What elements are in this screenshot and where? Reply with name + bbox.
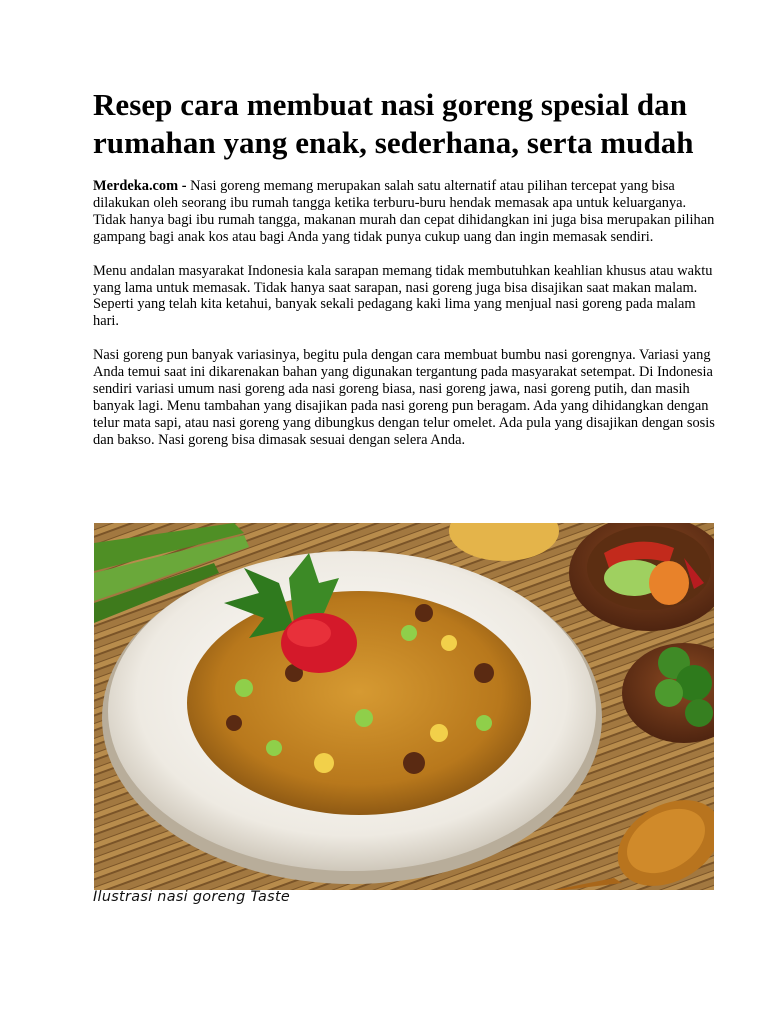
article: [93, 86, 715, 449]
photo-caption: Ilustrasi nasi goreng Taste: [93, 889, 291, 905]
article-title: Resep cara membuat nasi goreng spesial dan rumahan yang enak, sederhana, serta mudah: [93, 87, 694, 160]
paragraph-3: Nasi goreng pun banyak variasinya, begitu pula dengan cara membuat bumbu nasi gorengnya. Variasi yang Anda temui saat ini dikarenakan bahan yang digunakan tergantung pada masyarakat setempat. Di Indonesia sendiri variasi umum nasi goreng ada nasi goreng biasa, nasi goreng jawa, nasi goreng putih, dan masih banyak lagi. Menu tambahan yang disajikan pada nasi goreng pun beragam. Ada yang dihidangkan dengan telur mata sapi, atau nasi goreng yang dibungkus dengan telur omelet. Ada pula yang disajikan dengan sosis dan bakso. Nasi goreng bisa dimasak sesuai dengan selera Anda.: [93, 347, 715, 448]
photo-illustration: [94, 523, 714, 890]
nasi-goreng-photo: [94, 523, 714, 890]
fried-rice: [187, 591, 531, 815]
paragraph-1: [93, 178, 715, 246]
source-lead: Merdeka.com -: [93, 178, 187, 194]
paragraph-2: Menu andalan masyarakat Indonesia kala sarapan memang tidak membutuhkan keahlian khusus atau waktu yang lama untuk memasak. Tidak hanya saat sarapan, nasi goreng juga bisa disajikan saat makan malam. Seperti yang telah kita ketahui, banyak sekali pedagang kaki lima yang menjual nasi goreng pada malam hari.: [93, 262, 713, 330]
paragraph-1-text: Nasi goreng memang merupakan salah satu alternatif atau pilihan tercepat yang bisa dilakukan oleh seorang ibu rumah tangga ketika terburu-buru hendak memasak apa untuk keluarganya. Tidak hanya bagi ibu rumah tangga, makanan murah dan cepat dihidangkan ini juga bisa merupakan pilihan gampang bagi anak kos atau bagi Anda yang tidak punya cukup uang dan ingin memasak sendiri.: [93, 178, 715, 245]
